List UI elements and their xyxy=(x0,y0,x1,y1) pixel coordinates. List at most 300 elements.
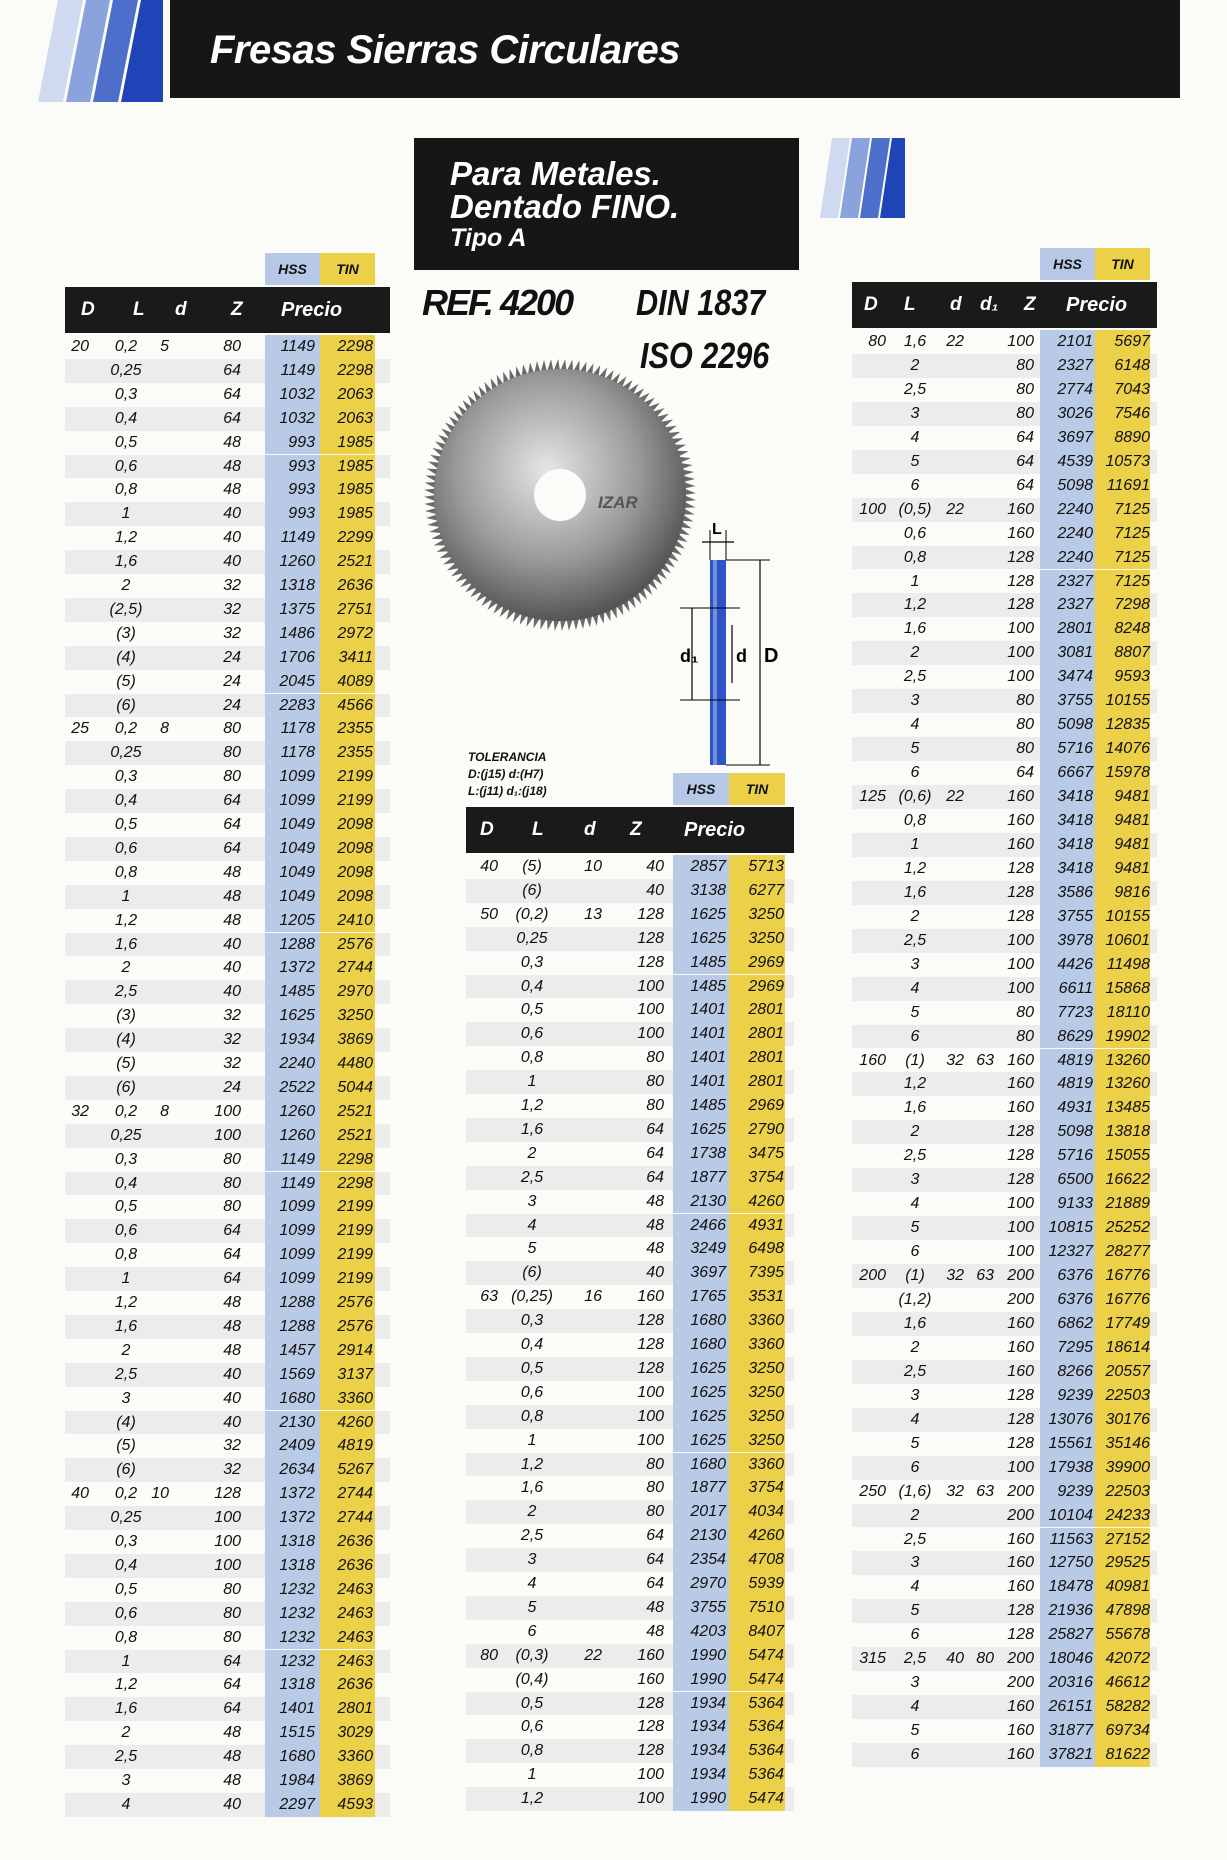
cell-z: 64 xyxy=(223,1676,241,1694)
cell-hss-price: 2327 xyxy=(1057,356,1093,374)
cell-z: 64 xyxy=(646,1575,664,1592)
cell-z: 128 xyxy=(637,905,664,923)
col-d-header: D xyxy=(480,819,494,840)
cell-l: 1,6 xyxy=(903,1314,927,1332)
table-row xyxy=(466,1644,794,1668)
cell-tin-price: 3250 xyxy=(748,1359,784,1377)
cell-d1: 80 xyxy=(976,1650,994,1668)
cell-l: (2,5) xyxy=(109,600,143,618)
cell-z: 100 xyxy=(214,1509,241,1527)
table-row xyxy=(852,546,1157,570)
cell-z: 48 xyxy=(646,1192,664,1210)
cell-hss-price: 1149 xyxy=(280,1174,315,1192)
cell-tin-price: 19902 xyxy=(1105,1027,1150,1045)
col-d-header: D xyxy=(81,299,95,320)
cell-hss-price: 2017 xyxy=(690,1503,726,1521)
cell-z: 48 xyxy=(223,1317,241,1335)
cell-l: (0,3) xyxy=(515,1646,549,1664)
cell-hss-price: 1680 xyxy=(690,1312,726,1330)
table-row xyxy=(466,1668,794,1692)
cell-l: 0,8 xyxy=(114,1246,138,1264)
cell-tin-price: 2199 xyxy=(337,792,373,810)
table-row xyxy=(65,670,390,694)
cell-l: 1,6 xyxy=(114,1317,138,1335)
cell-tin-price: 2801 xyxy=(337,1700,373,1718)
cell-l: 1 xyxy=(121,1652,131,1670)
cell-tin-price: 2636 xyxy=(337,1556,373,1574)
cell-tin-price: 3360 xyxy=(748,1455,784,1473)
cell-hss-price: 1372 xyxy=(279,1485,315,1503)
cell-z: 48 xyxy=(223,1294,241,1311)
cell-z: 40 xyxy=(646,1264,664,1282)
cell-hss-price: 2857 xyxy=(690,858,726,875)
cell-tin-price: 11498 xyxy=(1106,955,1150,973)
cell-z: 80 xyxy=(646,1097,664,1114)
table-row xyxy=(65,1387,390,1411)
cell-tin-price: 2463 xyxy=(337,1580,373,1598)
cell-z: 40 xyxy=(223,505,241,523)
svg-text:IZAR: IZAR xyxy=(598,493,638,512)
cell-hss-price: 2409 xyxy=(279,1437,315,1455)
cell-tin-price: 2521 xyxy=(337,553,373,571)
cell-tin-price: 2576 xyxy=(337,935,373,953)
table-row xyxy=(65,1626,390,1650)
table-row xyxy=(852,522,1157,546)
cell-d: 50 xyxy=(480,905,498,923)
cell-tin-price: 4260 xyxy=(748,1527,784,1545)
cell-tin-price: 4931 xyxy=(748,1216,784,1234)
cell-tin-price: 18110 xyxy=(1106,1003,1150,1021)
table-row xyxy=(65,1793,390,1817)
svg-text:L: L xyxy=(712,521,722,538)
cell-l: 0,5 xyxy=(520,1359,544,1377)
cell-z: 160 xyxy=(1007,1362,1034,1380)
cell-l: 0,25 xyxy=(110,361,142,379)
cell-d1: 63 xyxy=(976,1267,994,1285)
cell-z: 64 xyxy=(646,1551,664,1569)
cell-z: 64 xyxy=(646,1527,664,1545)
table-row xyxy=(466,1190,794,1214)
cell-tin-price: 2801 xyxy=(748,1001,784,1019)
cell-tin-price: 2063 xyxy=(337,409,373,427)
cell-z: 64 xyxy=(1016,764,1034,782)
cell-tin-price: 6277 xyxy=(748,881,784,899)
cell-d: 250 xyxy=(859,1482,886,1500)
table-row xyxy=(65,1100,390,1124)
table-row xyxy=(852,905,1157,929)
table-row xyxy=(852,1360,1157,1384)
cell-tin-price: 20557 xyxy=(1105,1362,1150,1380)
cell-z: 100 xyxy=(1007,931,1034,949)
table-row xyxy=(65,335,390,359)
tolerance-line-1: D:(j15) d:(H7) xyxy=(468,767,544,781)
cell-l: 4 xyxy=(910,979,920,997)
cell-z: 64 xyxy=(223,1270,241,1288)
table-row xyxy=(466,1787,794,1811)
cell-hss-price: 1625 xyxy=(690,929,726,947)
cell-tin-price: 9481 xyxy=(1114,835,1150,853)
table-row xyxy=(466,1739,794,1763)
cell-l: 0,6 xyxy=(114,839,138,857)
cell-l: (5) xyxy=(116,672,136,690)
cell-l: 4 xyxy=(910,1195,920,1213)
cell-tin-price: 5364 xyxy=(748,1742,784,1760)
table-row xyxy=(65,694,390,718)
col-precio-header: Precio xyxy=(1066,294,1128,316)
cell-l: 0,8 xyxy=(114,863,138,881)
cell-d: 20 xyxy=(71,338,89,355)
cell-l: (6) xyxy=(522,881,542,899)
table-row xyxy=(852,977,1157,1001)
cell-tin-price: 5364 xyxy=(748,1694,784,1712)
cell-hss-price: 1515 xyxy=(279,1724,315,1742)
col-z-header: Z xyxy=(231,299,243,320)
cell-z: 160 xyxy=(1007,1338,1034,1356)
cell-hss-price: 1049 xyxy=(279,816,315,833)
table-row xyxy=(65,407,390,431)
cell-hss-price: 10815 xyxy=(1048,1219,1093,1237)
cell-tin-price: 24233 xyxy=(1105,1506,1150,1524)
cell-tin-price: 25252 xyxy=(1105,1219,1150,1237)
cell-z: 128 xyxy=(214,1485,241,1503)
table-row xyxy=(466,1572,794,1596)
cell-z: 48 xyxy=(223,911,241,929)
cell-hss-price: 1990 xyxy=(690,1670,726,1688)
hss-label: HSS xyxy=(265,253,320,285)
table-row xyxy=(65,1172,390,1196)
cell-l: 4 xyxy=(910,716,920,734)
cell-small-d: 16 xyxy=(584,1288,602,1306)
cell-hss-price: 1680 xyxy=(690,1336,726,1353)
table-header xyxy=(852,282,1157,328)
cell-tin-price: 8807 xyxy=(1114,644,1150,662)
cell-tin-price: 5364 xyxy=(748,1718,784,1736)
cell-hss-price: 11563 xyxy=(1049,1530,1093,1548)
cell-small-d: 32 xyxy=(946,1482,964,1500)
cell-l: 0,3 xyxy=(114,1533,138,1550)
cell-hss-price: 3418 xyxy=(1057,812,1093,829)
col-l-header: L xyxy=(532,819,544,840)
cell-tin-price: 5474 xyxy=(748,1790,784,1808)
cell-z: 32 xyxy=(223,1437,241,1455)
cell-tin-price: 2063 xyxy=(337,385,373,403)
cell-z: 200 xyxy=(1007,1267,1034,1285)
table-row xyxy=(466,1524,794,1548)
cell-hss-price: 12750 xyxy=(1048,1554,1093,1572)
table-row xyxy=(65,1243,390,1267)
cell-l: 1,6 xyxy=(903,1099,927,1117)
table-row xyxy=(852,665,1157,689)
cell-l: 6 xyxy=(527,1622,537,1640)
cell-tin-price: 3754 xyxy=(748,1168,784,1186)
cell-hss-price: 2240 xyxy=(1057,524,1093,542)
cell-z: 80 xyxy=(223,338,241,355)
col-small-d-header: d xyxy=(584,819,596,840)
cell-hss-price: 1260 xyxy=(279,1102,315,1120)
cell-z: 80 xyxy=(646,1503,664,1521)
table-row xyxy=(65,502,390,526)
cell-tin-price: 9481 xyxy=(1114,788,1150,806)
cell-l: 0,2 xyxy=(114,338,138,355)
cell-z: 200 xyxy=(1007,1482,1034,1500)
cell-d: 125 xyxy=(859,788,886,806)
cell-tin-price: 2355 xyxy=(337,744,373,762)
table-row xyxy=(852,785,1157,809)
table-row xyxy=(65,1411,390,1435)
cell-z: 128 xyxy=(1007,907,1034,925)
cell-l: 0,3 xyxy=(520,1312,544,1330)
table-row xyxy=(852,1623,1157,1647)
col-small-d-header: d xyxy=(950,294,962,315)
cell-tin-price: 2298 xyxy=(337,338,373,355)
table-row xyxy=(65,646,390,670)
cell-tin-price: 2098 xyxy=(337,839,373,857)
cell-z: 128 xyxy=(1007,883,1034,901)
cell-z: 80 xyxy=(1016,692,1034,710)
cell-z: 100 xyxy=(637,1407,664,1425)
cell-z: 100 xyxy=(1007,1243,1034,1261)
cell-z: 40 xyxy=(223,1365,241,1383)
cell-hss-price: 1149 xyxy=(280,361,315,379)
cell-l: (6) xyxy=(116,696,136,714)
cell-z: 100 xyxy=(637,1025,664,1043)
cell-tin-price: 8248 xyxy=(1114,620,1150,638)
cell-z: 48 xyxy=(646,1622,664,1640)
cell-l: 3 xyxy=(121,1772,131,1789)
cell-z: 160 xyxy=(1007,812,1034,829)
cell-z: 24 xyxy=(223,648,241,666)
table-row xyxy=(65,861,390,885)
cell-hss-price: 10104 xyxy=(1048,1506,1093,1524)
cell-z: 64 xyxy=(1016,428,1034,446)
table-row xyxy=(852,1384,1157,1408)
cell-z: 64 xyxy=(223,1222,241,1240)
cell-l: 1,2 xyxy=(520,1455,544,1473)
cell-hss-price: 1099 xyxy=(279,768,315,786)
cell-z: 128 xyxy=(637,1694,664,1712)
cell-z: 100 xyxy=(1007,644,1034,662)
cell-hss-price: 1375 xyxy=(279,600,315,618)
table-row xyxy=(65,1458,390,1482)
cell-hss-price: 1485 xyxy=(690,953,726,971)
table-row xyxy=(65,1602,390,1626)
cell-l: 0,2 xyxy=(114,1485,138,1503)
cell-tin-price: 3869 xyxy=(337,1772,373,1789)
cell-hss-price: 25827 xyxy=(1048,1626,1093,1644)
svg-text:D: D xyxy=(764,645,779,667)
cell-l: 2,5 xyxy=(903,1530,927,1548)
cell-d1: 63 xyxy=(976,1482,994,1500)
cell-z: 200 xyxy=(1007,1291,1034,1308)
cell-l: 0,8 xyxy=(520,1049,544,1067)
cell-l: 1 xyxy=(910,835,920,853)
cell-z: 64 xyxy=(223,839,241,857)
cell-z: 24 xyxy=(223,1078,241,1096)
cell-l: 0,2 xyxy=(114,720,138,738)
table-row xyxy=(852,1480,1157,1504)
cell-l: 0,8 xyxy=(903,548,927,566)
table-row xyxy=(65,813,390,837)
cell-l: 0,8 xyxy=(903,812,927,829)
cell-z: 48 xyxy=(646,1216,664,1234)
cell-small-d: 32 xyxy=(946,1267,964,1285)
hss-label: HSS xyxy=(673,773,729,805)
cell-tin-price: 5474 xyxy=(748,1646,784,1664)
cell-z: 48 xyxy=(223,481,241,499)
cell-tin-price: 6498 xyxy=(748,1240,784,1258)
cell-hss-price: 3978 xyxy=(1057,931,1093,949)
cell-hss-price: 1049 xyxy=(279,887,315,905)
table-row xyxy=(852,1743,1157,1767)
banner-stripes xyxy=(38,0,163,102)
cell-tin-price: 7125 xyxy=(1114,572,1150,590)
cell-z: 40 xyxy=(223,983,241,1001)
cell-tin-price: 3475 xyxy=(748,1144,784,1162)
cell-l: 4 xyxy=(527,1575,537,1592)
cell-hss-price: 1625 xyxy=(690,1431,726,1449)
cell-hss-price: 5716 xyxy=(1057,740,1093,758)
cell-l: 1,2 xyxy=(520,1097,544,1114)
cell-tin-price: 4593 xyxy=(337,1795,373,1813)
cell-small-d: 8 xyxy=(160,1102,169,1120)
cell-l: 0,4 xyxy=(520,977,544,995)
cell-hss-price: 1934 xyxy=(690,1742,726,1760)
cell-l: 1 xyxy=(527,1766,537,1784)
cell-tin-price: 3869 xyxy=(337,1031,373,1049)
cell-z: 48 xyxy=(223,1748,241,1766)
cell-tin-price: 58282 xyxy=(1105,1698,1150,1716)
cell-l: (4) xyxy=(116,1031,136,1049)
cell-tin-price: 5267 xyxy=(337,1461,373,1479)
cell-tin-price: 39900 xyxy=(1105,1458,1150,1476)
cell-tin-price: 2801 xyxy=(748,1049,784,1067)
table-row xyxy=(852,498,1157,522)
table-row xyxy=(65,431,390,455)
cell-z: 80 xyxy=(223,1174,241,1192)
table-row xyxy=(852,570,1157,594)
table-row xyxy=(466,1214,794,1238)
cell-tin-price: 10573 xyxy=(1105,452,1150,470)
cell-z: 128 xyxy=(1007,1123,1034,1141)
tin-label: TIN xyxy=(729,773,785,805)
col-precio-header: Precio xyxy=(684,819,746,841)
cell-hss-price: 1318 xyxy=(279,1676,315,1694)
table-row xyxy=(65,1363,390,1387)
table-row xyxy=(466,927,794,951)
cell-hss-price: 9239 xyxy=(1057,1482,1093,1500)
cell-tin-price: 2410 xyxy=(337,911,373,929)
cell-z: 100 xyxy=(1007,333,1034,350)
tin-label: TIN xyxy=(320,253,375,285)
cell-hss-price: 4539 xyxy=(1057,452,1093,470)
cell-z: 64 xyxy=(223,361,241,379)
cell-l: (1,2) xyxy=(898,1291,932,1308)
cell-z: 64 xyxy=(223,1700,241,1718)
cell-z: 100 xyxy=(214,1533,241,1550)
cell-l: (1,6) xyxy=(898,1482,932,1500)
table-row xyxy=(65,550,390,574)
cell-tin-price: 2463 xyxy=(337,1652,373,1670)
cell-z: 200 xyxy=(1007,1506,1034,1524)
cell-hss-price: 3418 xyxy=(1057,835,1093,853)
table-row xyxy=(852,1575,1157,1599)
cell-tin-price: 3250 xyxy=(337,1007,373,1025)
table-row xyxy=(466,1381,794,1405)
cell-l: 1,6 xyxy=(903,883,927,901)
cell-z: 100 xyxy=(637,1766,664,1784)
cell-hss-price: 993 xyxy=(288,481,315,499)
cell-l: 0,5 xyxy=(114,1198,138,1216)
table-row xyxy=(65,717,390,741)
cell-l: 1,2 xyxy=(903,1075,927,1093)
cell-z: 80 xyxy=(223,1580,241,1598)
cell-l: (6) xyxy=(116,1078,136,1096)
cell-hss-price: 1401 xyxy=(690,1001,726,1019)
cell-l: (5) xyxy=(116,1437,136,1455)
cell-hss-price: 6376 xyxy=(1057,1291,1093,1308)
cell-l: 3 xyxy=(910,1386,920,1404)
cell-tin-price: 29525 xyxy=(1105,1554,1150,1572)
table-row xyxy=(852,1072,1157,1096)
cell-tin-price: 3250 xyxy=(748,929,784,947)
cell-hss-price: 1288 xyxy=(279,935,315,953)
cell-hss-price: 1877 xyxy=(690,1479,726,1497)
table-row xyxy=(466,1261,794,1285)
cell-hss-price: 1099 xyxy=(279,1198,315,1216)
cell-z: 24 xyxy=(223,672,241,690)
cell-hss-price: 1984 xyxy=(279,1772,315,1789)
table-row xyxy=(852,1096,1157,1120)
cell-l: 0,5 xyxy=(114,1580,138,1598)
cell-tin-price: 2744 xyxy=(337,1485,373,1503)
cell-z: 100 xyxy=(214,1556,241,1574)
cell-l: 0,6 xyxy=(520,1718,544,1736)
cell-hss-price: 1934 xyxy=(690,1694,726,1712)
table-row xyxy=(852,450,1157,474)
cell-z: 128 xyxy=(637,929,664,947)
cell-hss-price: 20316 xyxy=(1048,1674,1093,1692)
cell-l: 1 xyxy=(527,1073,537,1091)
cell-tin-price: 8407 xyxy=(748,1622,784,1640)
cell-l: 1 xyxy=(121,505,131,523)
table-row xyxy=(852,1551,1157,1575)
cell-tin-price: 4480 xyxy=(337,1055,373,1072)
table-row xyxy=(65,1482,390,1506)
cell-l: (0,2) xyxy=(515,905,549,923)
cell-hss-price: 1149 xyxy=(280,529,315,547)
cell-z: 100 xyxy=(1007,1219,1034,1237)
cell-l: 2,5 xyxy=(903,1362,927,1380)
hss-label: HSS xyxy=(1040,248,1095,280)
table-row xyxy=(466,1333,794,1357)
cell-z: 80 xyxy=(223,1198,241,1216)
cell-tin-price: 10601 xyxy=(1105,931,1150,949)
cell-l: 2 xyxy=(527,1503,537,1521)
table-row xyxy=(65,1554,390,1578)
cell-l: 0,8 xyxy=(114,1628,138,1646)
cell-l: 0,8 xyxy=(520,1742,544,1760)
cell-z: 100 xyxy=(1007,668,1034,686)
cell-tin-price: 9816 xyxy=(1114,883,1150,901)
col-small-d-header: d xyxy=(175,299,187,320)
cell-z: 40 xyxy=(646,858,664,875)
cell-hss-price: 1318 xyxy=(279,1533,315,1550)
cell-z: 160 xyxy=(637,1288,664,1306)
cell-l: (4) xyxy=(116,1413,136,1431)
cell-z: 128 xyxy=(1007,572,1034,590)
table-row xyxy=(65,765,390,789)
table-row xyxy=(65,1076,390,1100)
